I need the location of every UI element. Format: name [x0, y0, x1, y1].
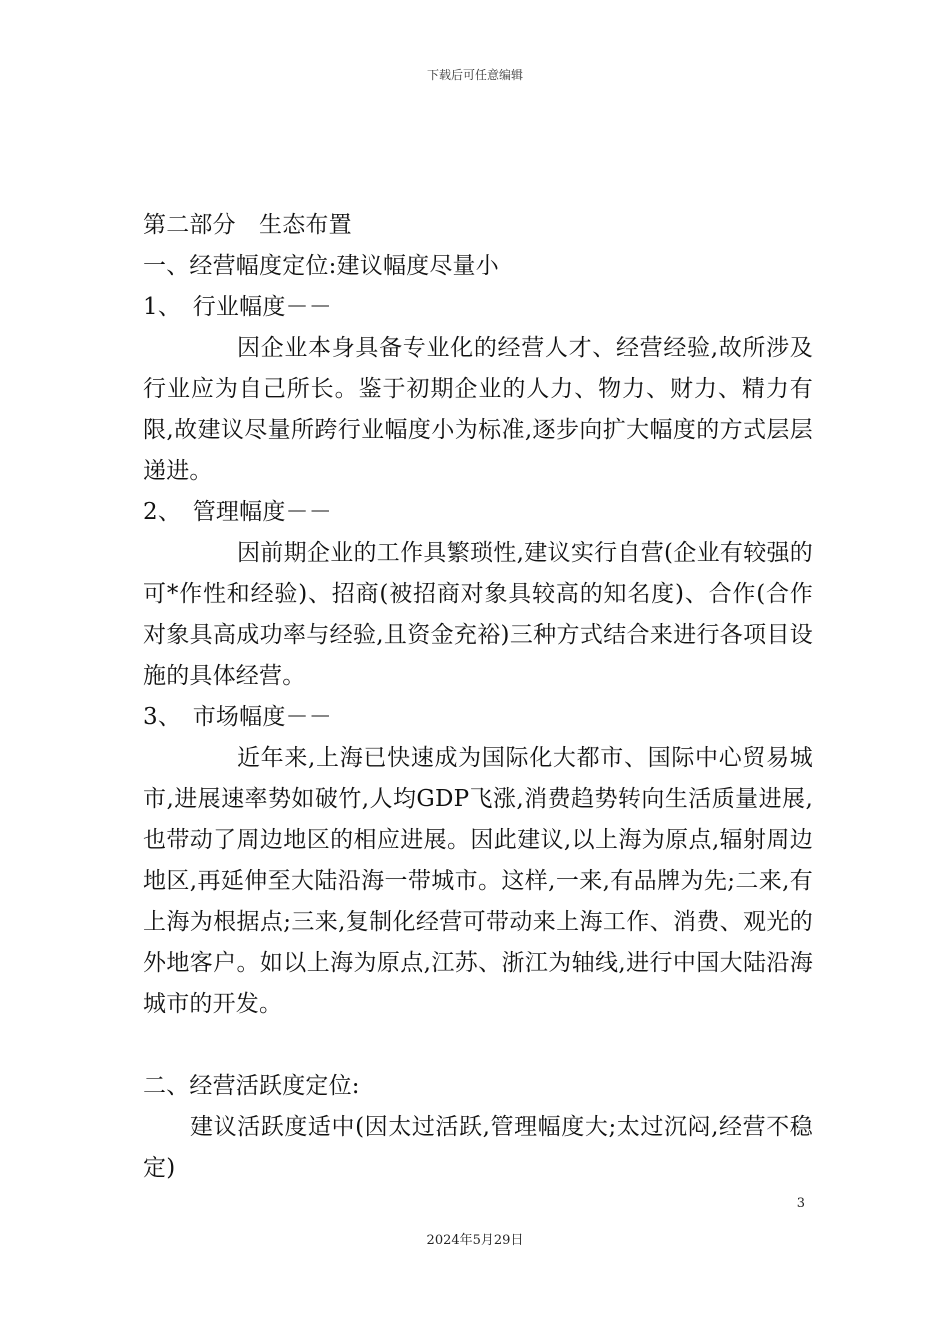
item2-paragraph: 因前期企业的工作具繁琐性,建议实行自营(企业有较强的可*作性和经验)、招商(被招商对象具较高的知名度)、合作(合作对象具高成功率与经验,且资金充裕)三种方式结合来进行各项目设施的具体经营。	[143, 540, 813, 689]
page-number: 3	[796, 1196, 805, 1211]
item2-heading: 2、 管理幅度－－	[143, 499, 332, 525]
document-body	[143, 205, 813, 1189]
part2-heading: 二、经营活跃度定位:	[143, 1073, 360, 1099]
part2-paragraph: 建议活跃度适中(因太过活跃,管理幅度大;太过沉闷,经营不稳定)	[143, 1114, 813, 1181]
section-title: 第二部分 生态布置	[143, 212, 352, 238]
item3-paragraph: 近年来,上海已快速成为国际化大都市、国际中心贸易城市,进展速率势如破竹,人均GDP飞涨,消费趋势转向生活质量进展,也带动了周边地区的相应进展。因此建议,以上海为原点,辐射周边地区,再延伸至大陆沿海一带城市。这样,一来,有品牌为先;二来,有上海为根据点;三来,复制化经营可带动来上海工作、消费、观光的外地客户。如以上海为原点,江苏、浙江为轴线,进行中国大陆沿海城市的开发。	[143, 745, 813, 1017]
header-note: 下载后可任意编辑	[426, 68, 523, 82]
paragraph-gap	[143, 1025, 813, 1066]
part1-heading: 一、经营幅度定位:建议幅度尽量小	[143, 253, 499, 279]
item1-heading: 1、 行业幅度－－	[143, 294, 332, 320]
footer-date: 2024年5月29日	[426, 1233, 524, 1248]
item3-heading: 3、 市场幅度－－	[143, 704, 332, 730]
item1-paragraph: 因企业本身具备专业化的经营人才、经营经验,故所涉及行业应为自己所长。鉴于初期企业的人力、物力、财力、精力有限,故建议尽量所跨行业幅度小为标准,逐步向扩大幅度的方式层层递进。	[143, 335, 813, 484]
